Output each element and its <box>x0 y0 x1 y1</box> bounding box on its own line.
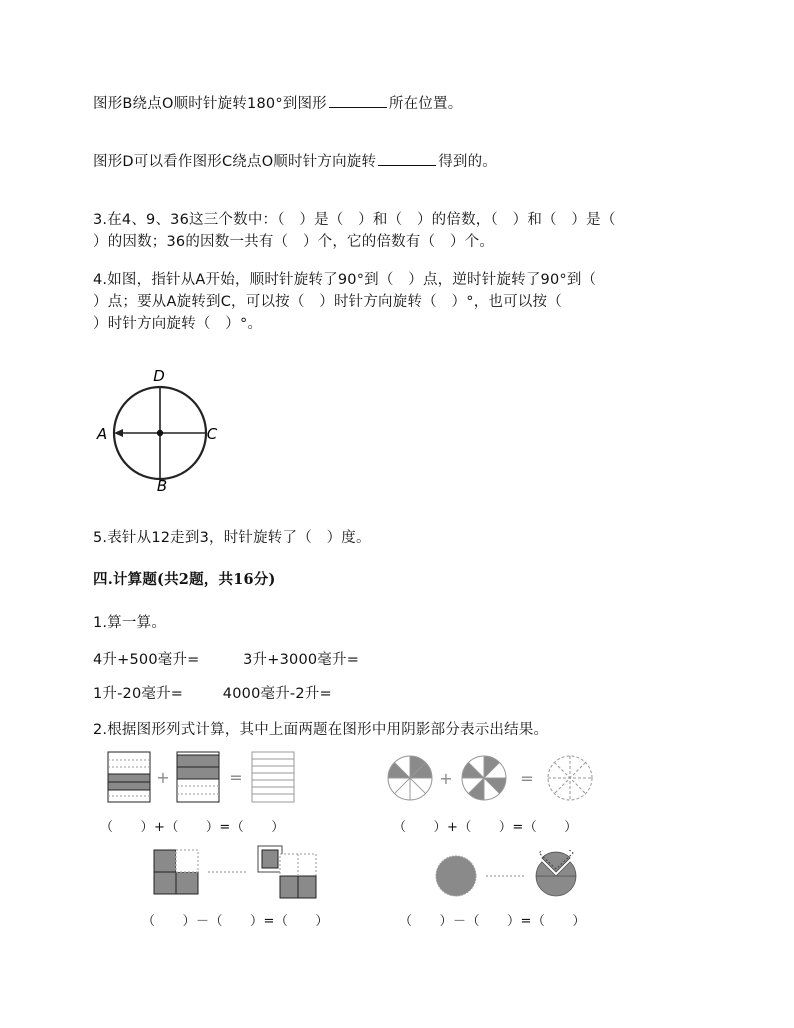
circle-addition-figure <box>384 752 600 808</box>
calc-item: 4000毫升-2升= <box>222 686 332 702</box>
fraction-circle-1 <box>388 756 432 800</box>
equation-add-1[interactable]: （ ）+（ ）=（ ） <box>100 820 285 835</box>
equals-sign: = <box>229 768 243 787</box>
label-b: B <box>156 477 168 495</box>
circle-with-removed-sector <box>536 850 576 896</box>
question-figure-b <box>93 94 462 114</box>
rotation-circle-figure <box>90 362 230 498</box>
question-figure-d <box>93 152 497 172</box>
plus-sign: + <box>439 769 453 788</box>
rectangle-addition-figure <box>102 748 302 808</box>
calc-question-2: 2.根据图形列式计算，其中上面两题在图形中用阴影部分表示出结果。 <box>93 722 549 738</box>
answer-blank[interactable] <box>329 94 387 108</box>
calc-item: 4升+500毫升= <box>93 652 200 668</box>
fraction-circle-2 <box>462 756 506 800</box>
fraction-rectangle-1 <box>108 752 150 802</box>
equation-add-2[interactable]: （ ）+（ ）=（ ） <box>393 820 578 835</box>
removed-squares-group <box>258 846 316 898</box>
question-3-line-2: ）的因数；36的因数一共有（ ）个，它的倍数有（ ）个。 <box>93 234 495 250</box>
calc-question-1: 1.算一算。 <box>93 615 167 631</box>
question-3-line-1: 3.在4、9、36这三个数中：（ ）是（ ）和（ ）的倍数，（ ）和（ ）是（ <box>93 212 616 228</box>
calc-row-1 <box>93 650 359 670</box>
center-point <box>157 430 163 436</box>
plus-sign: + <box>156 768 170 787</box>
label-a: A <box>96 425 108 443</box>
section-heading: 四.计算题(共2题，共16分) <box>93 571 276 588</box>
question-text: 图形D可以看作图形C绕点O顺时针方向旋转 <box>93 154 377 170</box>
circle-subtraction-figure <box>430 850 600 904</box>
shaded-squares-group <box>154 850 198 894</box>
question-text: 得到的。 <box>438 154 498 170</box>
square-subtraction-figure <box>150 842 325 904</box>
answer-blank[interactable] <box>378 152 436 166</box>
equation-subtract-2[interactable]: （ ）－（ ）=（ ） <box>399 914 586 929</box>
equation-subtract-1[interactable]: （ ）－（ ）=（ ） <box>142 914 329 929</box>
calc-row-2 <box>93 684 332 704</box>
equals-sign: = <box>520 769 534 788</box>
question-4-line-2: ）点；要从A旋转到C，可以按（ ）时针方向旋转（ ）°，也可以按（ <box>93 294 562 310</box>
calc-item: 1升-20毫升= <box>93 686 184 702</box>
fraction-rectangle-2 <box>177 752 219 802</box>
question-text: 图形B绕点O顺时针旋转180°到图形 <box>93 96 327 112</box>
question-4-line-3: ）时针方向旋转（ ）°。 <box>93 316 263 332</box>
pointer-arrow-icon <box>114 429 123 437</box>
question-text: 所在位置。 <box>388 96 463 112</box>
calc-item: 3升+3000毫升= <box>243 652 360 668</box>
fraction-circle-result[interactable] <box>548 756 592 800</box>
question-4-line-1: 4.如图，指针从A开始，顺时针旋转了90°到（ ）点，逆时针旋转了90°到（ <box>93 272 597 288</box>
shaded-circle <box>436 856 476 896</box>
question-5: 5.表针从12走到3，时针旋转了（ ）度。 <box>93 530 371 546</box>
fraction-rectangle-result[interactable] <box>252 752 294 802</box>
label-d: D <box>153 367 165 385</box>
label-c: C <box>206 425 218 443</box>
